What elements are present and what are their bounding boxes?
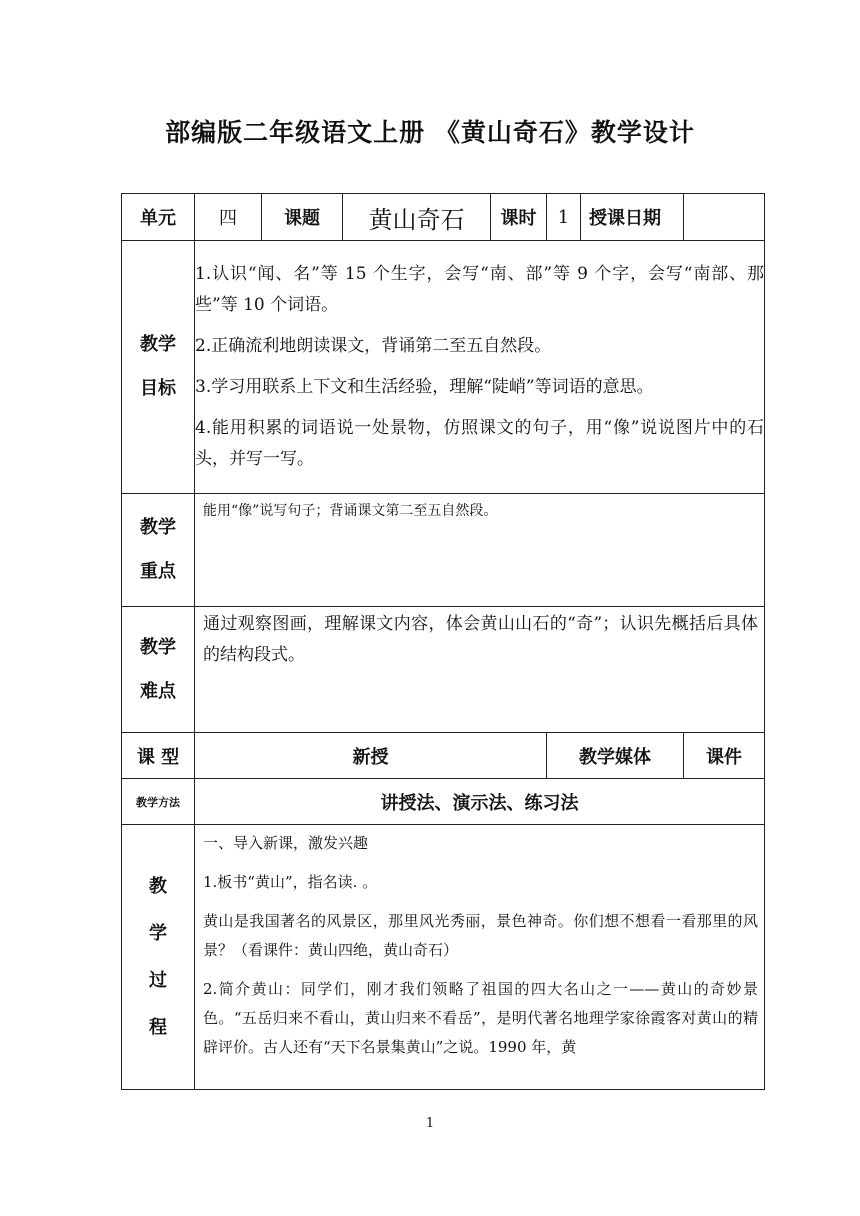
course-type-row: [122, 733, 765, 779]
period-value: 1: [547, 194, 581, 241]
unit-value: 四: [195, 194, 262, 241]
objectives-label-line1: 教学: [140, 334, 176, 355]
objective-item: 1.认识“闻、名”等 15 个生字，会写“南、部”等 9 个字，会写“南部、那些”等 10 个词语。: [195, 264, 764, 315]
topic-label: 课题: [262, 194, 343, 241]
difficulties-content: [195, 607, 765, 733]
objective-item: 4.能用积累的词语说一处景物，仿照课文的句子，用“像”说说图片中的石头，并写一写。: [195, 418, 764, 469]
methods-value: 讲授法、演示法、练习法: [195, 779, 765, 825]
difficulties-label-line2: 难点: [140, 680, 176, 702]
process-label: [122, 825, 195, 1090]
objectives-row: [122, 241, 765, 494]
page-number: 1: [425, 1116, 435, 1131]
process-label-char: 程: [149, 1017, 167, 1038]
key-points-label-line1: 教学: [140, 517, 176, 538]
process-label-char: 教: [149, 876, 167, 897]
methods-row: [122, 779, 765, 825]
key-points-label-line2: 重点: [140, 561, 176, 582]
objectives-label: [122, 241, 195, 494]
key-points-row: [122, 494, 765, 607]
document-title: 部编版二年级语文上册 《黄山奇石》教学设计: [165, 118, 695, 147]
objective-item: 3.学习用联系上下文和生活经验，理解“陡峭”等词语的意思。: [195, 377, 654, 397]
media-value: 课件: [684, 733, 765, 779]
process-paragraph: 1.板书“黄山”，指名读. 。: [203, 873, 378, 891]
objective-item: 2.正确流利地朗读课文，背诵第二至五自然段。: [195, 336, 552, 356]
unit-label: 单元: [122, 194, 195, 241]
process-row: [122, 825, 765, 1090]
key-points-label: [122, 494, 195, 607]
difficulties-label: [122, 607, 195, 733]
objectives-label-line2: 目标: [140, 378, 176, 399]
media-label: 教学媒体: [547, 733, 684, 779]
process-paragraph: 2.简介黄山：同学们，刚才我们领略了祖国的四大名山之一——黄山的奇妙景色。“五岳归来不看山，黄山归来不看岳”，是明代著名地理学家徐霞客对黄山的精辟评价。古人还有“天下名景集黄山”之说。1990 年，黄: [203, 980, 758, 1056]
process-label-char: 过: [149, 970, 167, 991]
header-row: [122, 194, 765, 241]
course-type-value: 新授: [195, 733, 547, 779]
period-label: 课时: [491, 194, 547, 241]
date-value: [684, 194, 765, 241]
process-content: [195, 825, 765, 1090]
process-label-char: 学: [149, 923, 167, 944]
process-text: [195, 829, 764, 1062]
key-points-content: [195, 494, 765, 607]
course-type-label: 课 型: [122, 733, 195, 779]
key-points-text: 能用“像”说写句子；背诵课文第二至五自然段。: [203, 503, 498, 519]
process-paragraph: 一、导入新课，激发兴趣: [203, 834, 369, 852]
difficulties-row: [122, 607, 765, 733]
topic-value: 黄山奇石: [343, 194, 491, 241]
process-paragraph: 黄山是我国著名的风景区，那里风光秀丽，景色神奇。你们想不想看一看那里的风景？（看课件：黄山四绝，黄山奇石）: [203, 912, 758, 959]
date-label: 授课日期: [581, 194, 684, 241]
lesson-plan-table: [121, 193, 765, 1090]
methods-label: 教学方法: [122, 779, 195, 825]
difficulties-text: 通过观察图画，理解课文内容，体会黄山山石的“奇”；认识先概括后具体的结构段式。: [203, 614, 758, 665]
difficulties-label-line1: 教学: [140, 636, 176, 658]
objectives-content: [195, 241, 765, 494]
